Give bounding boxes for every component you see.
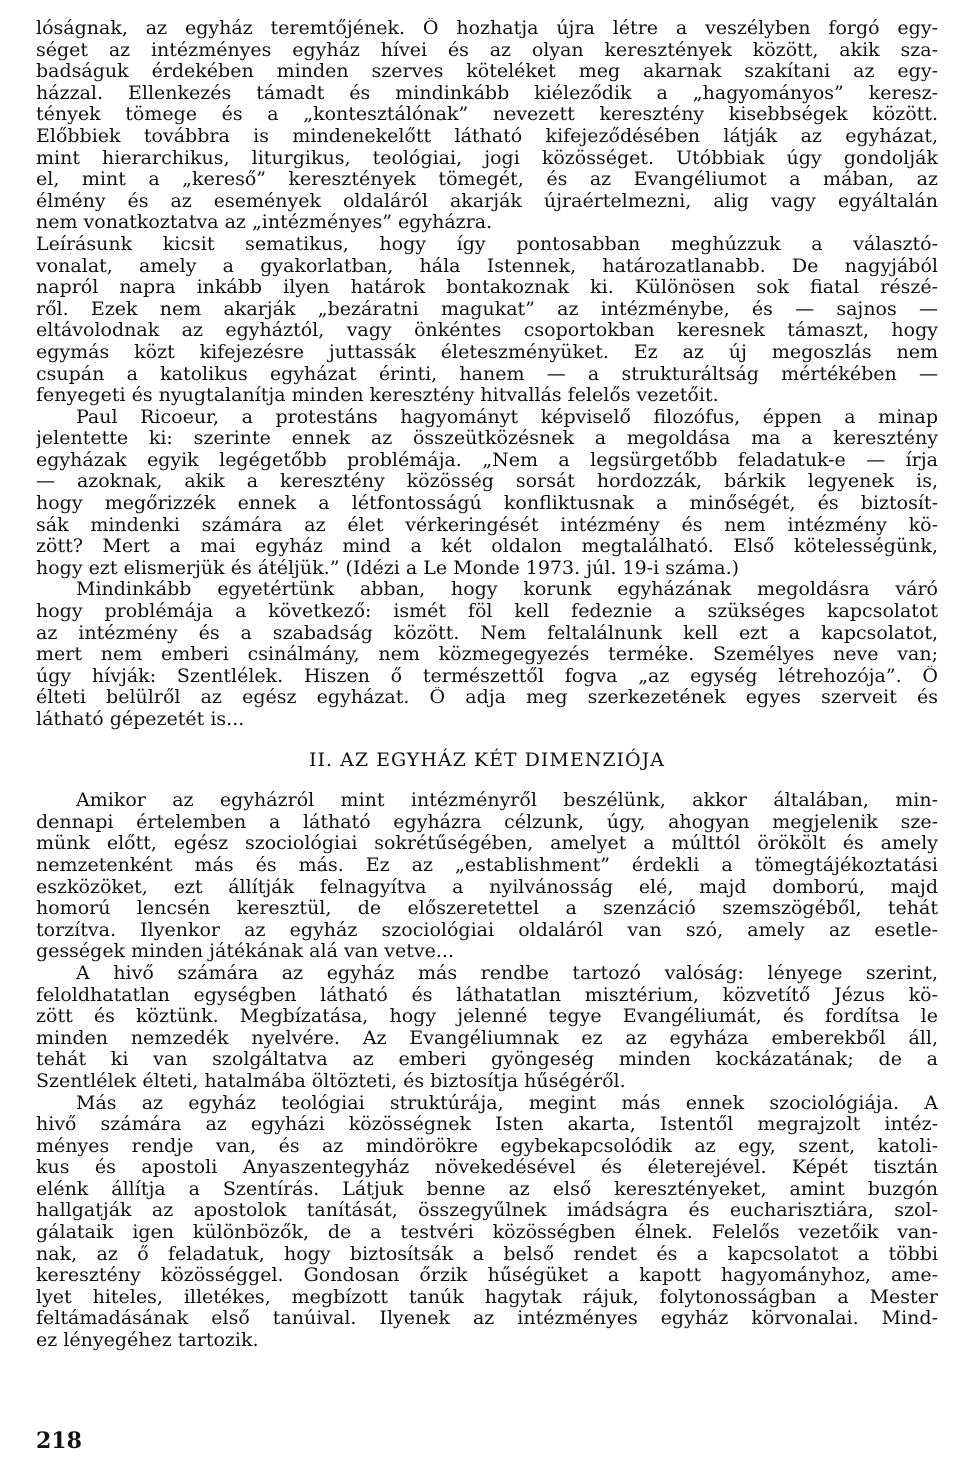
text-line: A hivő számára az egyház más rendbe tartozó valóság: lényege szerint, [76,962,938,984]
text-line: homorú lencsén keresztül, de előszeretettel a szenzáció szemszögéből, tehát [36,898,938,920]
text-line: badságuk érdekében minden szerves köteléket meg akarnak szakítani az egy- [36,61,938,83]
text-line: tények tömege és a „kontesztálónak” nevezett keresztény kisebbségek között. [36,104,938,126]
text-line: feltámadásának első tanúival. Ilyenek az intézményes egyház körvonalai. Mind- [36,1308,938,1330]
text-line: jelentette ki: szerinte ennek az összeütközésnek a megoldása ma a keresztény [36,428,938,450]
text-line: nem vonatkoztatva az „intézményes” egyházra. [36,212,493,234]
text-line: lóságnak, az egyház teremtőjének. Ő hozhatja újra létre a veszélyben forgó egy- [36,18,938,39]
text-line: egyházak egyik legégetőbb problémája. „Nem a legsürgetőbb feladatuk-e — írja [36,449,938,471]
text-line: Leírásunk kicsit sematikus, hogy így pontosabban meghúzzuk a választó- [36,233,938,255]
text-line: hogy problémája a következő: ismét föl kell fedeznie a szükséges kapcsolatot [36,601,938,623]
text-line: Más az egyház teológiai struktúrája, megint más ennek szociológiája. A [76,1092,938,1114]
text-line: fenyegeti és nyugtalanítja minden keresztény hitvallás felelős vezetőit. [36,385,719,407]
text-line: hogy megőrizzék ennek a létfontosságú konfliktusnak a minőségét, és biztosít- [36,493,938,515]
page-number: 218 [36,1428,82,1454]
text-line: hallgatják az apostolok tanítását, összegyűlnek imádságra és eucharisztiára, szol- [36,1200,938,1222]
text-line: keresztény közösséggel. Gondosan őrzik hűségüket a kapott hagyományhoz, ame- [36,1265,938,1287]
text-line: Amikor az egyházról mint intézményről beszélünk, akkor általában, min- [76,790,938,812]
text-line: az intézmény és a szabadság között. Nem feltalálnunk kell ezt a kapcsolatot, [36,622,938,644]
text-line: zött és köztünk. Megbízatása, hogy jelenné tegye Evangéliumát, és fordítsa le [36,1006,938,1028]
text-line: Paul Ricoeur, a protestáns hagyományt képviselő filozófus, éppen a minap [76,406,938,428]
text-line: lyet hiteles, illetékes, megbízott tanúk hagytak rájuk, folytonosságban a Mester [36,1286,938,1308]
text-line: münk előtt, egész szociológiai sokrétűségében, amelyet a múlttól örökölt és amely [36,833,938,855]
text-line: házzal. Ellenkezés támadt és mindinkább kiéleződik a „hagyományos” keresz- [36,82,938,104]
text-line: élteti belülről az egész egyházat. Ő adja meg szerkezetének egyes szerveit és [36,687,938,709]
text-line: minden nemzedék nyelvére. Az Evangéliumnak ez az egyháza emberekből áll, [36,1027,938,1049]
text-line: el, mint a „kereső” keresztények tömegét, és az Evangéliumot a mában, az [36,169,938,191]
body-text [36,18,938,1352]
text-line: csupán a katolikus egyházat érinti, hanem — a strukturáltság mértékében — [36,363,938,385]
text-line: vonalat, amely a gyakorlatban, hála Istennek, határozatlanabb. De nagyjából [36,255,938,277]
text-line: zött? Mert a mai egyház mind a két oldalon megtalálható. Első kötelességünk, [36,536,938,558]
text-line: úgy hívják: Szentlélek. Hiszen ő természettől fogva „az egység létrehozója”. Ő [36,665,938,687]
section-heading: II. AZ EGYHÁZ KÉT DIMENZIÓJA [309,748,665,771]
text-line: egymás közt kifejezésre juttassák életeszményüket. Ez az új megoszlás nem [36,341,938,363]
text-line: ményes rendje van, és az mindörökre egybekapcsolódik az egy, szent, katoli- [36,1135,938,1157]
text-line: torzítva. Ilyenkor az egyház szociológiai oldaláról van szó, amely az esetle- [36,919,938,941]
text-line: elénk állítja a Szentírás. Látjuk benne az első keresztényeket, amint buzgón [36,1178,938,1200]
text-line: séget az intézményes egyház hívei és az olyan keresztények között, akik sza- [36,39,938,61]
text-line: kus és apostoli Anyaszentegyház növekedésével és életerejével. Képét tisztán [36,1157,938,1179]
text-line: Előbbiek továbbra is mindenekelőtt látható kifejeződésében látják az egyházat, [36,125,938,147]
text-line: feloldhatatlan egységben látható és láthatatlan misztérium, közvetítő Jézus kö- [36,984,938,1006]
text-line: nemzetenként más és más. Ez az „establishment” érdekli a tömegtájékoztatási [36,854,938,876]
text-line: eszközöket, ezt állítják felnagyítva a nyilvánosság elé, majd domború, majd [36,876,938,898]
text-line: gálataik igen különbözők, de a testvéri közösségben élnek. Felelős vezetőik van- [36,1222,938,1244]
text-line: nak, az ő feladatuk, hogy biztosítsák a belső rendet és a kapcsolatot a többi [36,1243,938,1265]
text-line: tehát ki van szolgáltatva az emberi gyöngeség minden kockázatának; de a [36,1049,938,1071]
text-line: hivő számára az egyházi közösségnek Isten akarta, Istentől megrajzolt intéz- [36,1114,938,1136]
text-line: dennapi értelemben a látható egyházra célzunk, úgy, ahogyan megjelenik sze- [36,811,938,833]
text-line: ről. Ezek nem akarják „bezáratni magukat” az intézménybe, és — sajnos — [36,298,938,320]
text-line: — azoknak, akik a keresztény közösség sorsát hordozzák, bárkik legyenek is, [36,471,938,493]
text-line: Mindinkább egyetértünk abban, hogy korunk egyházának megoldásra váró [76,579,938,601]
text-line: Szentlélek élteti, hatalmába öltözteti, és biztosítja hűségéről. [36,1070,626,1092]
text-line: napról napra inkább ilyen határok bontakoznak ki. Különösen sok fiatal részé- [36,277,938,299]
text-line: ez lényegéhez tartozik. [36,1330,259,1352]
text-line: hogy ezt elismerjük és átéljük.” (Idézi a Le Monde 1973. júl. 19-i száma.) [36,557,740,579]
text-line: mert nem emberi csinálmány, nem közmegegyezés terméke. Személyes neve van; [36,644,938,666]
text-line: látható gépezetét is... [36,709,245,730]
text-line: gességek minden játékának alá van vetve... [36,941,454,963]
text-line: eltávolodnak az egyháztól, vagy önkéntes csoportokban keresnek támaszt, hogy [36,320,938,342]
text-line: mint hierarchikus, liturgikus, teológiai, jogi közösséget. Utóbbiak úgy gondolják [36,147,938,169]
text-line: élmény és az események oldaláról akarják újraértelmezni, alig vagy egyáltalán [36,190,938,212]
text-line: sák mindenki számára az élet vérkeringését intézmény és nem intézmény kö- [36,514,938,536]
